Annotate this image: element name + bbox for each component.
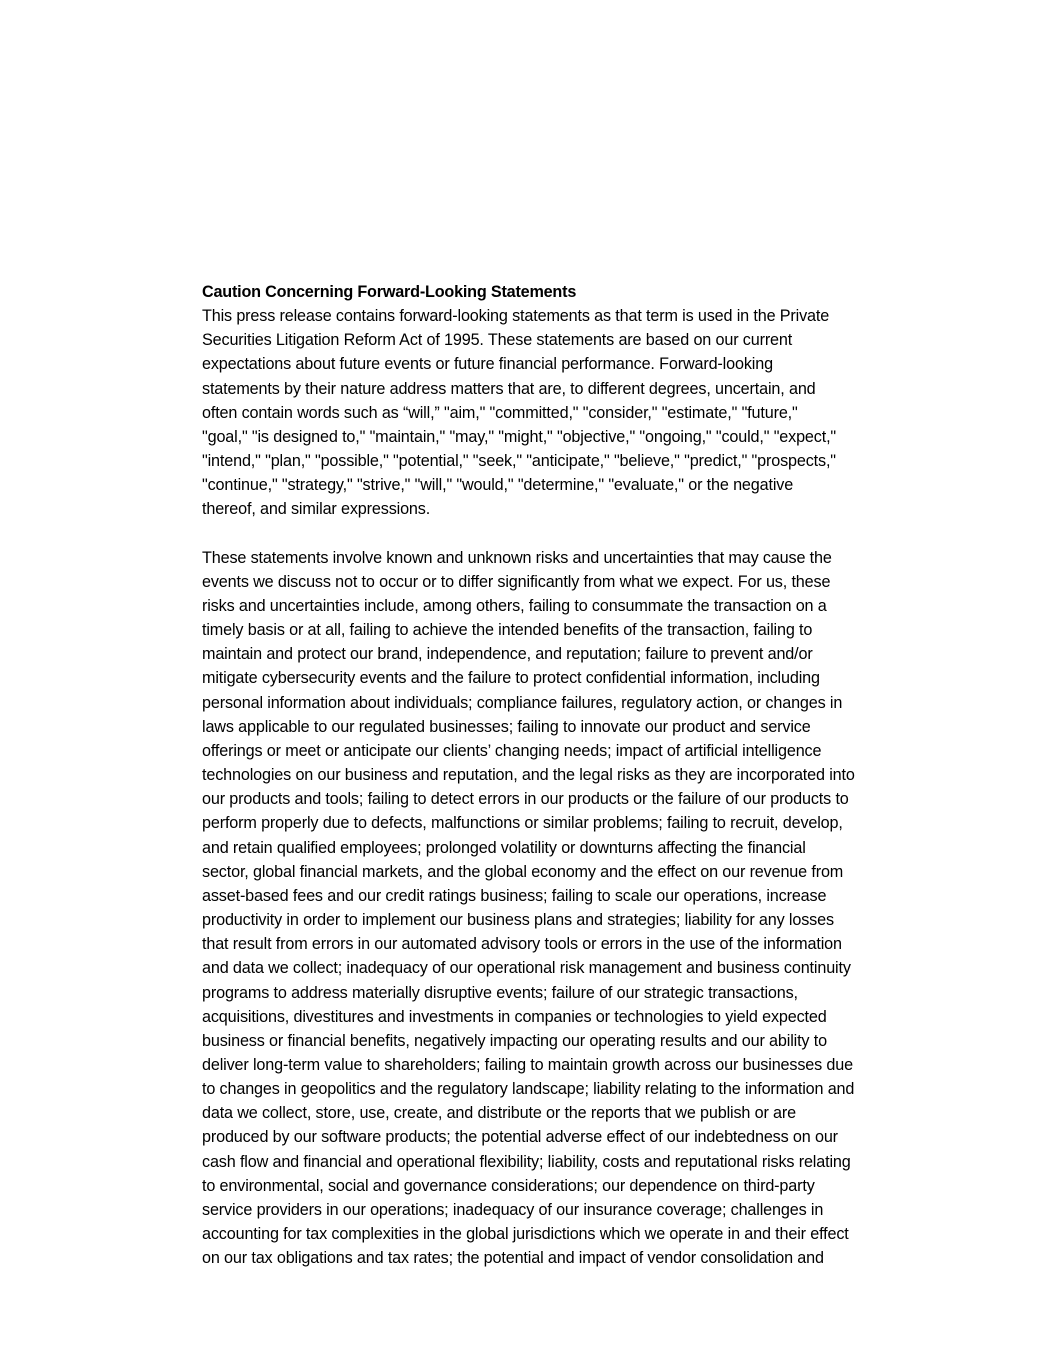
paragraph-line: asset-based fees and our credit ratings business; failing to scale our operations, increase — [202, 886, 827, 905]
paragraph-line: "goal," "is designed to," "maintain," "may," "might," "objective," "ongoing," "could," "expect," — [202, 427, 837, 446]
paragraph-line: data we collect, store, use, create, and distribute or the reports that we publish or are — [202, 1104, 797, 1123]
paragraph-line: service providers in our operations; inadequacy of our insurance coverage; challenges in — [202, 1200, 824, 1219]
paragraph-line: technologies on our business and reputation, and the legal risks as they are incorporated into — [202, 766, 855, 785]
paragraph-line: thereof, and similar expressions. — [202, 500, 431, 519]
paragraph-line: "continue," "strategy," "strive," "will," "would," "determine," "evaluate," or the negative — [202, 476, 794, 495]
paragraph-line: risks and uncertainties include, among others, failing to consummate the transaction on a — [202, 597, 827, 616]
paragraph-line: This press release contains forward-looking statements as that term is used in the Private — [202, 307, 830, 326]
paragraph-line: business or financial benefits, negatively impacting our operating results and our ability to — [202, 1031, 827, 1050]
paragraph-line: maintain and protect our brand, independence, and reputation; failure to prevent and/or — [202, 645, 813, 664]
paragraph-line: expectations about future events or future financial performance. Forward-looking — [202, 355, 773, 374]
paragraph-line: accounting for tax complexities in the global jurisdictions which we operate in and their effect — [202, 1225, 849, 1244]
paragraph-line: "intend," "plan," "possible," "potential," "seek," "anticipate," "believe," "predict," "prospects," — [202, 452, 836, 471]
paragraph-line: laws applicable to our regulated businesses; failing to innovate our product and service — [202, 717, 811, 736]
section-heading: Caution Concerning Forward-Looking Statements — [202, 283, 577, 301]
paragraph-forward-looking-intro — [202, 304, 930, 521]
paragraph-risks — [202, 546, 930, 1271]
paragraph-line: personal information about individuals; compliance failures, regulatory action, or changes in — [202, 693, 843, 712]
paragraph-line: perform properly due to defects, malfunctions or similar problems; failing to recruit, develop, — [202, 814, 843, 833]
paragraph-line: events we discuss not to occur or to differ significantly from what we expect. For us, these — [202, 572, 831, 591]
paragraph-line: Securities Litigation Reform Act of 1995. These statements are based on our current — [202, 331, 793, 350]
paragraph-line: and data we collect; inadequacy of our operational risk management and business continuity — [202, 959, 851, 978]
paragraph-line: programs to address materially disruptive events; failure of our strategic transactions, — [202, 983, 798, 1002]
document-body — [202, 280, 930, 1270]
paragraph-line: timely basis or at all, failing to achieve the intended benefits of the transaction, failing to — [202, 621, 813, 640]
paragraph-line: produced by our software products; the potential adverse effect of our indebtedness on our — [202, 1128, 838, 1147]
paragraph-line: deliver long-term value to shareholders; failing to maintain growth across our businesses due — [202, 1055, 853, 1074]
paragraph-line: acquisitions, divestitures and investments in companies or technologies to yield expected — [202, 1007, 827, 1026]
paragraph-spacer — [202, 522, 930, 546]
paragraph-line: often contain words such as “will,” "aim," "committed," "consider," "estimate," "future," — [202, 403, 798, 422]
paragraph-line: These statements involve known and unknown risks and uncertainties that may cause the — [202, 548, 832, 567]
paragraph-line: statements by their nature address matters that are, to different degrees, uncertain, and — [202, 379, 816, 398]
paragraph-line: sector, global financial markets, and the global economy and the effect on our revenue from — [202, 862, 844, 881]
paragraph-line: productivity in order to implement our business plans and strategies; liability for any losses — [202, 911, 834, 930]
paragraph-line: our products and tools; failing to detect errors in our products or the failure of our products to — [202, 790, 849, 809]
paragraph-line: cash flow and financial and operational flexibility; liability, costs and reputational risks relating — [202, 1152, 851, 1171]
paragraph-line: on our tax obligations and tax rates; the potential and impact of vendor consolidation and — [202, 1249, 824, 1268]
paragraph-line: and retain qualified employees; prolonged volatility or downturns affecting the financial — [202, 838, 806, 857]
paragraph-line: offerings or meet or anticipate our clients’ changing needs; impact of artificial intelligence — [202, 741, 822, 760]
paragraph-line: to changes in geopolitics and the regulatory landscape; liability relating to the information and — [202, 1080, 855, 1099]
paragraph-line: mitigate cybersecurity events and the failure to protect confidential information, including — [202, 669, 820, 688]
paragraph-line: that result from errors in our automated advisory tools or errors in the use of the information — [202, 935, 842, 954]
paragraph-line: to environmental, social and governance considerations; our dependence on third-party — [202, 1176, 815, 1195]
